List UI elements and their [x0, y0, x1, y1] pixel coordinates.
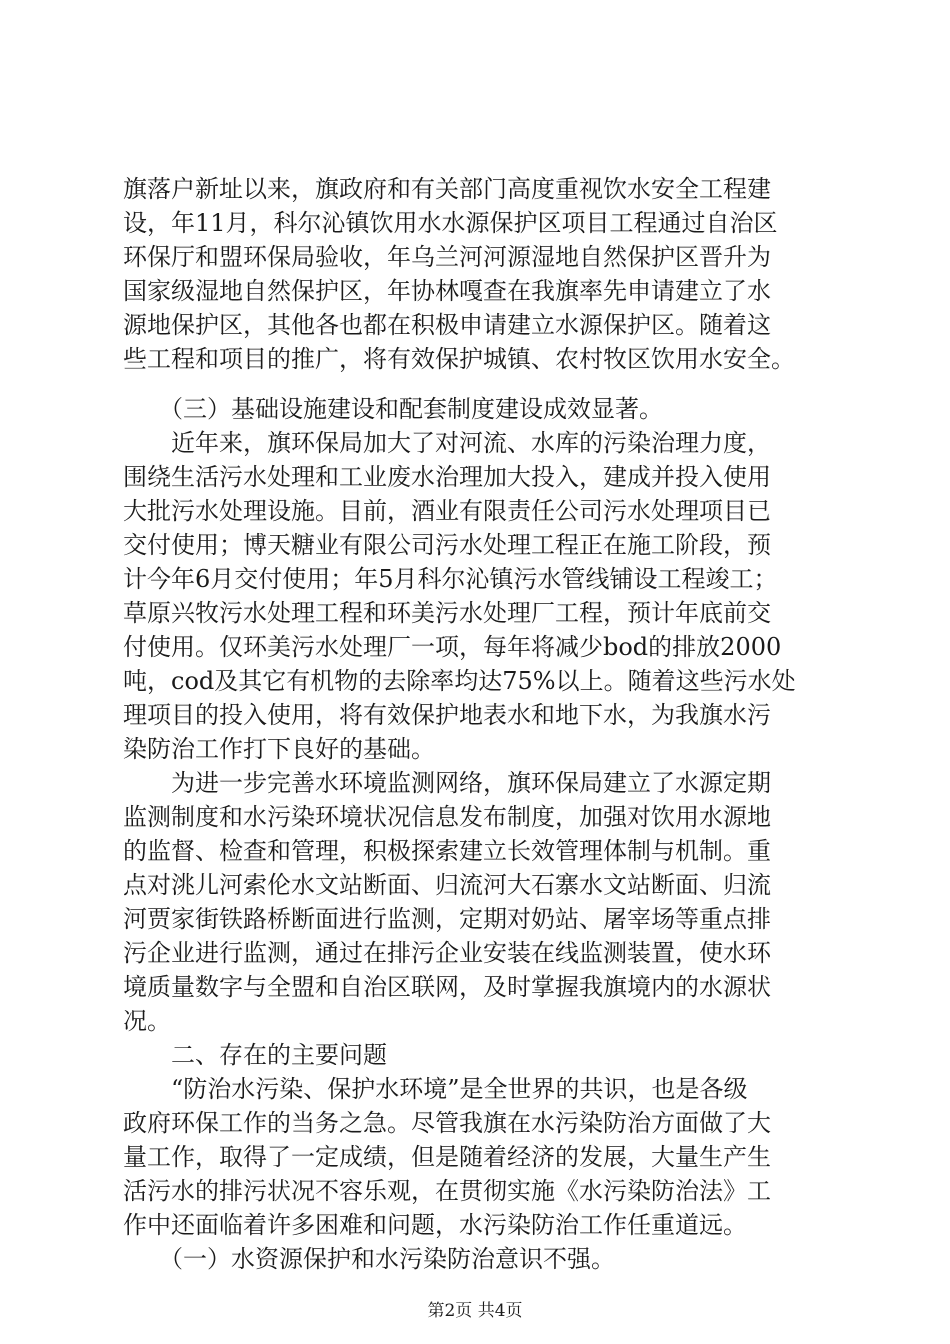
text-line: 的监督、检查和管理，积极探索建立长效管理体制与机制。重 [123, 837, 771, 865]
text-line: 付使用。仅环美污水处理厂一项，每年将减少bod的排放2000 [123, 633, 782, 661]
section-heading: （一）水资源保护和水污染防治意识不强。 [123, 1245, 615, 1273]
text-line: 源地保护区，其他各也都在积极申请建立水源保护区。随着这 [123, 311, 771, 339]
text-line: 近年来，旗环保局加大了对河流、水库的污染治理力度， [123, 429, 771, 457]
text-line: 设，年11月，科尔沁镇饮用水水源保护区项目工程通过自治区 [123, 209, 778, 237]
text-line: 环保厅和盟环保局验收，年乌兰河河源湿地自然保护区晋升为 [123, 243, 771, 271]
text-line: 污企业进行监测，通过在排污企业安装在线监测装置，使水环 [123, 939, 771, 967]
text-line: 大批污水处理设施。目前，酒业有限责任公司污水处理项目已 [123, 497, 771, 525]
text-line: 河贾家街铁路桥断面进行监测，定期对奶站、屠宰场等重点排 [123, 905, 771, 933]
text-line: 染防治工作打下良好的基础。 [123, 735, 435, 763]
text-line: 草原兴牧污水处理工程和环美污水处理厂工程，预计年底前交 [123, 599, 771, 627]
text-line: 国家级湿地自然保护区，年协林嘎查在我旗率先申请建立了水 [123, 277, 771, 305]
text-line: 活污水的排污状况不容乐观，在贯彻实施《水污染防治法》工 [123, 1177, 771, 1205]
page-footer: 第2页 共4页 [427, 1301, 523, 1321]
text-line: 监测制度和水污染环境状况信息发布制度，加强对饮用水源地 [123, 803, 771, 831]
text-line: 些工程和项目的推广，将有效保护城镇、农村牧区饮用水安全。 [123, 345, 795, 373]
text-line: “防治水污染、保护水环境”是全世界的共识，也是各级 [123, 1075, 748, 1103]
section-heading: （三）基础设施建设和配套制度建设成效显著。 [123, 395, 663, 423]
text-line: 作中还面临着许多困难和问题，水污染防治工作任重道远。 [123, 1211, 747, 1239]
text-line: 量工作，取得了一定成绩，但是随着经济的发展，大量生产生 [123, 1143, 771, 1171]
text-line: 吨，cod及其它有机物的去除率均达75%以上。随着这些污水处 [123, 667, 796, 695]
section-heading: 二、存在的主要问题 [123, 1041, 387, 1069]
text-line: 为进一步完善水环境监测网络，旗环保局建立了水源定期 [123, 769, 771, 797]
text-line: 政府环保工作的当务之急。尽管我旗在水污染防治方面做了大 [123, 1109, 771, 1137]
text-line: 旗落户新址以来，旗政府和有关部门高度重视饮水安全工程建 [123, 175, 771, 203]
text-line: 况。 [123, 1007, 171, 1035]
text-line: 境质量数字与全盟和自治区联网，及时掌握我旗境内的水源状 [123, 973, 771, 1001]
text-line: 计今年6月交付使用；年5月科尔沁镇污水管线铺设工程竣工； [123, 565, 778, 593]
text-line: 交付使用；博天糖业有限公司污水处理工程正在施工阶段，预 [123, 531, 771, 559]
text-line: 点对洮儿河索伦水文站断面、归流河大石寨水文站断面、归流 [123, 871, 771, 899]
text-line: 围绕生活污水处理和工业废水治理加大投入，建成并投入使用 [123, 463, 771, 491]
text-line: 理项目的投入使用，将有效保护地表水和地下水，为我旗水污 [123, 701, 771, 729]
